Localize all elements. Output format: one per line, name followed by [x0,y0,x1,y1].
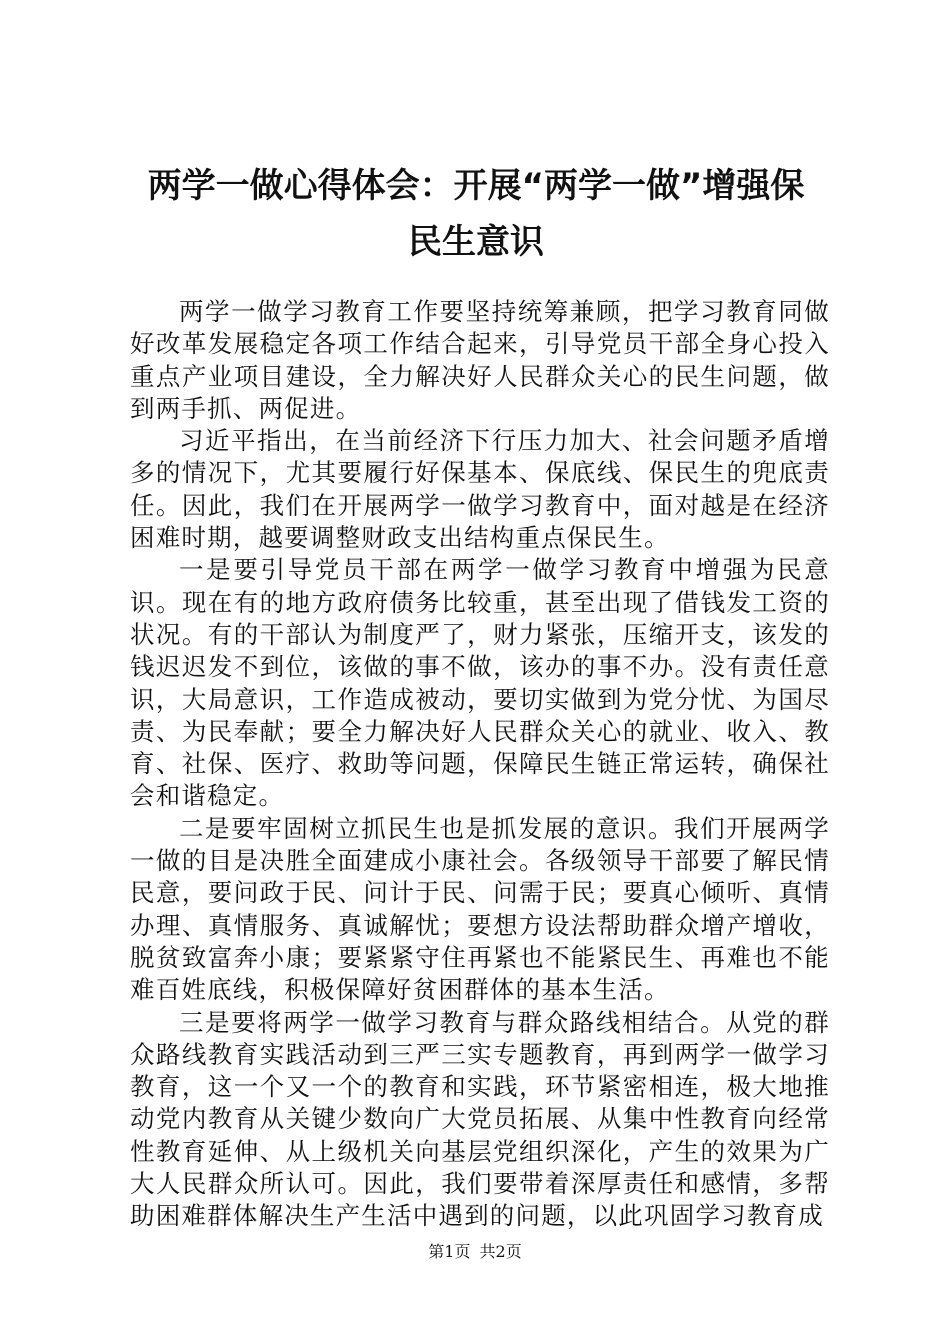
paragraph-3: 一是要引导党员干部在两学一做学习教育中增强为民意识。现在有的地方政府债务比较重，甚至出现了借钱发工资的状况。有的干部认为制度严了，财力紧张，压缩开支，该发的钱迟迟发不到位，该做的事不做，该办的事不办。没有责任意识，大局意识，工作造成被动，要切实做到为党分忧、为国尽责、为民奉献；要全力解决好人民群众关心的就业、收入、教育、社保、医疗、救助等问题，保障民生链正常运转，确保社会和谐稳定。 [130,555,830,811]
document-title [120,158,832,270]
page-footer [0,1241,950,1263]
document-body [130,296,830,1233]
paragraph-2: 习近平指出，在当前经济下行压力加大、社会问题矛盾增多的情况下，尤其要履行好保基本、保底线、保民生的兜底责任。因此，我们在开展两学一做学习教育中，面对越是在经济困难时期，越要调整财政支出结构重点保民生。 [130,426,830,553]
paragraph-4: 二是要牢固树立抓民生也是抓发展的意识。我们开展两学一做的目是决胜全面建成小康社会。各级领导干部要了解民情民意，要问政于民、问计于民、问需于民；要真心倾听、真情办理、真情服务、真诚解忧；要想方设法帮助群众增产增收，脱贫致富奔小康；要紧紧守住再紧也不能紧民生、再难也不能难百姓底线，积极保障好贫困群体的基本生活。 [130,813,830,1005]
paragraph-1: 两学一做学习教育工作要坚持统筹兼顾，把学习教育同做好改革发展稳定各项工作结合起来，引导党员干部全身心投入重点产业项目建设，全力解决好人民群众关心的民生问题，做到两手抓、两促进。 [130,297,830,423]
page-total: 共2页 [479,1242,522,1261]
title-line-2: 民生意识 [408,222,544,262]
title-line-1: 两学一做心得体会：开展“两学一做”增强保 [147,166,805,206]
page-number: 第1页 [428,1242,471,1261]
paragraph-5: 三是要将两学一做学习教育与群众路线相结合。从党的群众路线教育实践活动到三严三实专题教育，再到两学一做学习教育，这一个又一个的教育和实践，环节紧密相连，极大地推动党内教育从关键少数向广大党员拓展、从集中性教育向经常性教育延伸、从上级机关向基层党组织深化，产生的效果为广大人民群众所认可。因此，我们要带着深厚责任和感情，多帮助困难群体解决生产生活中遇到的问题，以此巩固学习教育成 [130,1007,830,1231]
